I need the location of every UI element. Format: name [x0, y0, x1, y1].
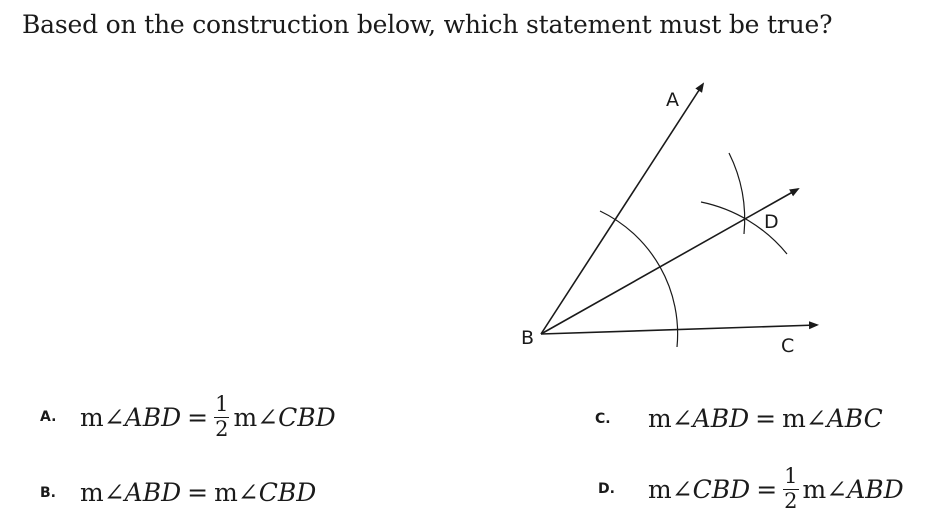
ray-bd: [541, 189, 798, 334]
answer-choice-a[interactable]: [40, 394, 336, 440]
equals-sign: =: [756, 474, 778, 504]
fraction-numerator: 1: [215, 392, 229, 416]
measure-symbol: m∠: [802, 474, 848, 504]
angle-name: ABD: [847, 474, 904, 504]
point-d-label: D: [764, 211, 779, 233]
equals-sign: =: [187, 402, 209, 432]
point-a-label: A: [666, 89, 679, 111]
measure-symbol: m∠: [80, 478, 125, 507]
fraction-numerator: 1: [784, 464, 798, 488]
fraction-one-half: [783, 466, 798, 512]
choice-expression: [648, 466, 904, 512]
point-c-label: C: [781, 335, 795, 357]
angle-bisector-construction: [500, 70, 840, 360]
choice-letter: C.: [595, 410, 611, 427]
answer-choice-c[interactable]: [595, 404, 883, 433]
angle-name: CBD: [692, 474, 751, 504]
equals-sign: =: [187, 478, 209, 507]
choice-letter: A.: [40, 409, 57, 425]
ray-bc: [541, 325, 817, 334]
angle-name: CBD: [258, 478, 317, 507]
ray-ba: [541, 84, 703, 334]
choice-letter: D.: [598, 481, 615, 497]
answer-choice-b[interactable]: [40, 478, 316, 507]
point-b-label: B: [521, 327, 535, 349]
fraction-one-half: [214, 394, 229, 440]
choice-expression: [80, 478, 316, 507]
measure-symbol: m∠: [782, 404, 827, 433]
measure-symbol: m∠: [233, 402, 279, 432]
measure-symbol: m∠: [214, 478, 259, 507]
fraction-denominator: 2: [784, 489, 798, 513]
angle-name: CBD: [278, 402, 336, 432]
angle-name: ABD: [692, 404, 750, 433]
measure-symbol: m∠: [648, 404, 693, 433]
angle-name: ABD: [124, 402, 182, 432]
question-text: Based on the construction below, which statement must be true?: [22, 10, 833, 39]
equals-sign: =: [755, 404, 777, 433]
measure-symbol: m∠: [648, 474, 693, 504]
choice-expression: [80, 394, 336, 440]
choice-expression: [648, 404, 883, 433]
measure-symbol: m∠: [80, 402, 125, 432]
angle-name: ABC: [826, 404, 883, 433]
angle-name: ABD: [124, 478, 182, 507]
choice-letter: B.: [40, 484, 56, 501]
answer-choice-d[interactable]: [598, 466, 904, 512]
fraction-denominator: 2: [215, 417, 229, 441]
compass-arc-from-a: [729, 153, 745, 234]
